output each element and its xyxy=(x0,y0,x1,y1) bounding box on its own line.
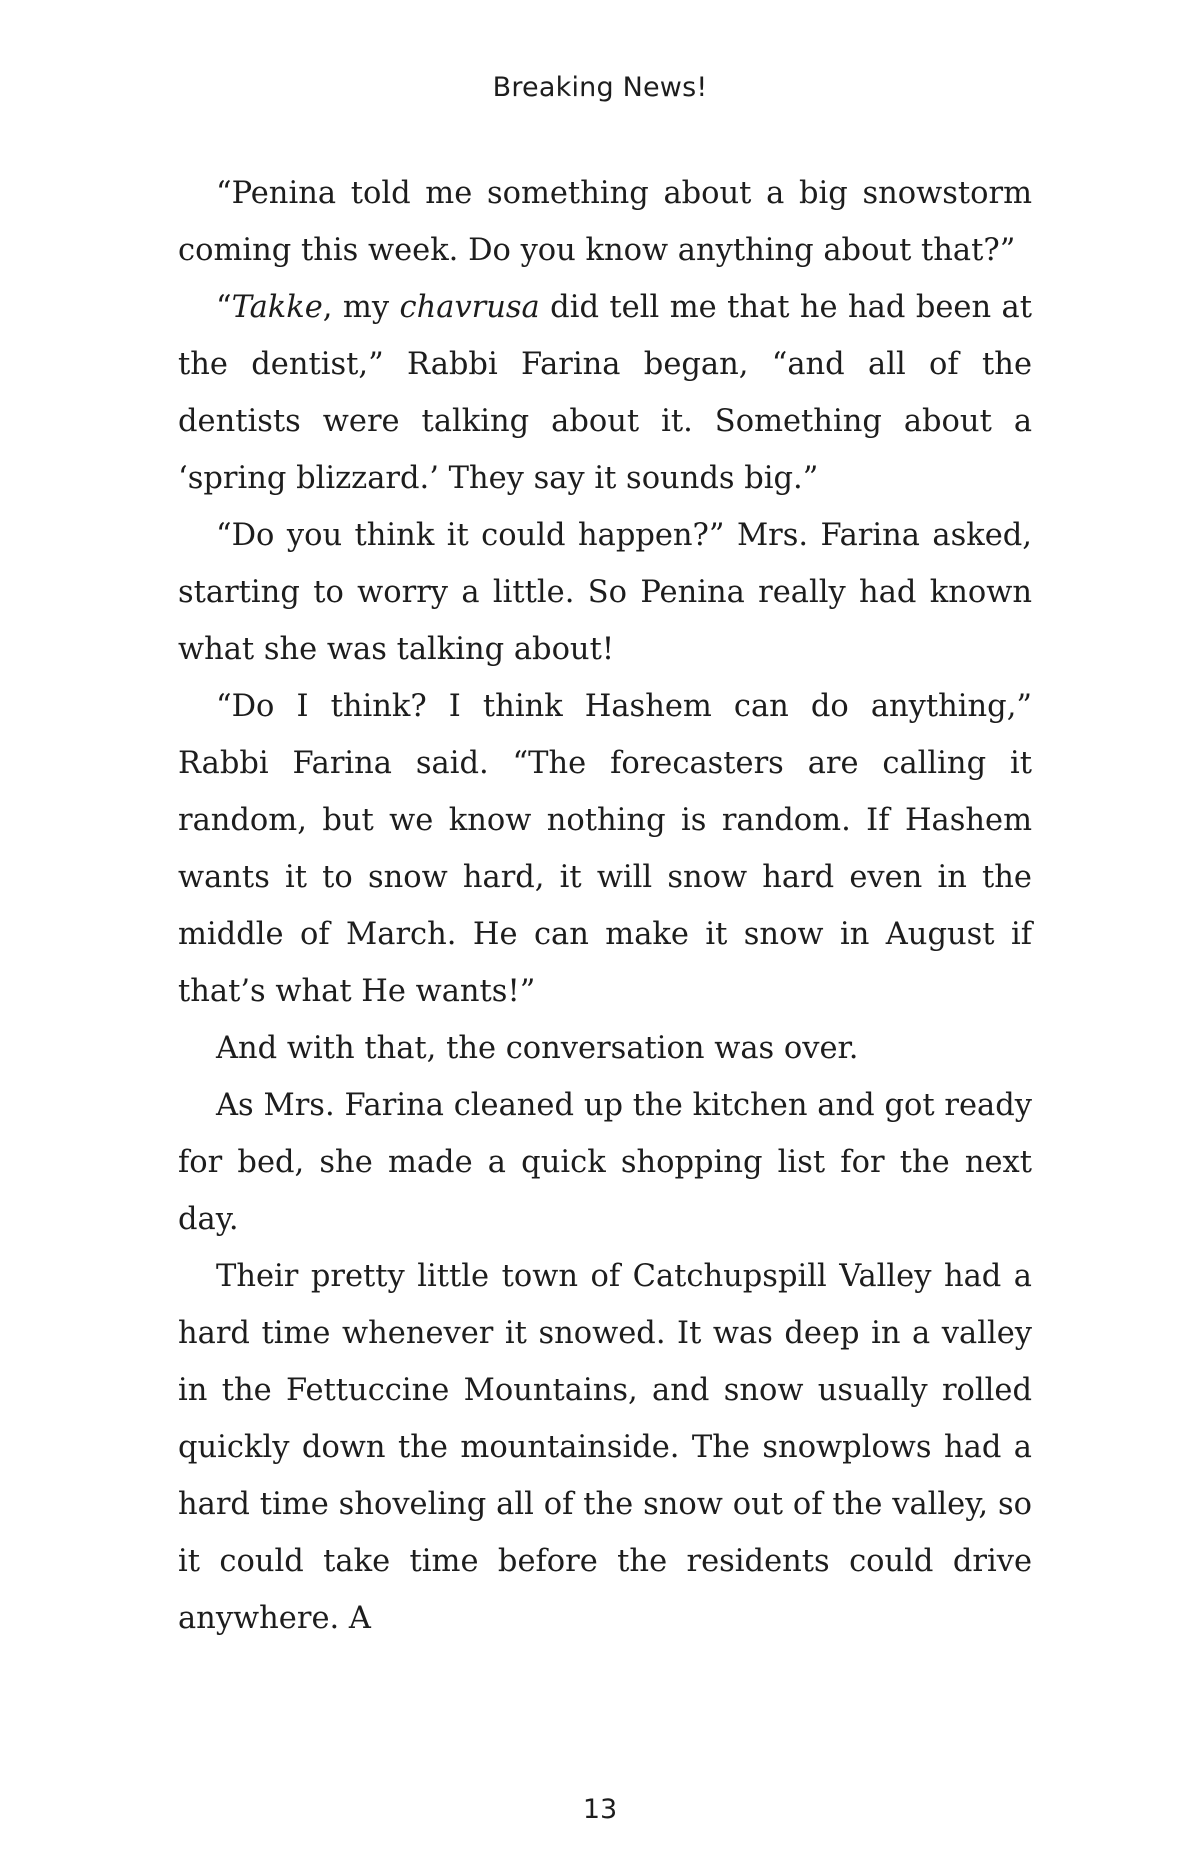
paragraph: Their pretty little town of Catchupspill Valley had a hard time whenever it snowed. It was deep in a valley in the Fettuccine Mountains, and snow usually rolled quickly down the mountainside. The snowplows had a hard time shoveling all of the snow out of the valley, so it could take time before the residents could drive anywhere. A xyxy=(178,1259,1032,1636)
paragraph: “Do you think it could happen?” Mrs. Farina asked, starting to worry a little. So Penina really had known what she was talking about! xyxy=(178,518,1032,667)
text-run: , my xyxy=(322,290,400,325)
paragraph: “Penina told me something about a big snowstorm coming this week. Do you know anything about that?” xyxy=(178,176,1032,268)
paragraph xyxy=(178,279,1032,507)
paragraph: As Mrs. Farina cleaned up the kitchen and got ready for bed, she made a quick shopping list for the next day. xyxy=(178,1088,1032,1237)
paragraph: “Do I think? I think Hashem can do anything,” Rabbi Farina said. “The forecasters are calling it random, but we know nothing is random. If Hashem wants it to snow hard, it will snow hard even in the middle of March. He can make it snow in August if that’s what He wants!” xyxy=(178,689,1032,1009)
paragraph: And with that, the conversation was over. xyxy=(216,1031,859,1066)
text-run: did tell me that he had been at the dentist,” Rabbi Farina began, “and all of the dentists were talking about it. Something about a ‘spring blizzard.’ They say it sounds big.” xyxy=(178,290,1032,496)
text-run: “ xyxy=(216,290,232,325)
body-text xyxy=(178,165,1032,1647)
italic-term: chavrusa xyxy=(399,290,540,325)
page-number: 13 xyxy=(582,1794,618,1825)
running-head: Breaking News! xyxy=(492,72,708,103)
italic-term: Takke xyxy=(231,290,323,325)
